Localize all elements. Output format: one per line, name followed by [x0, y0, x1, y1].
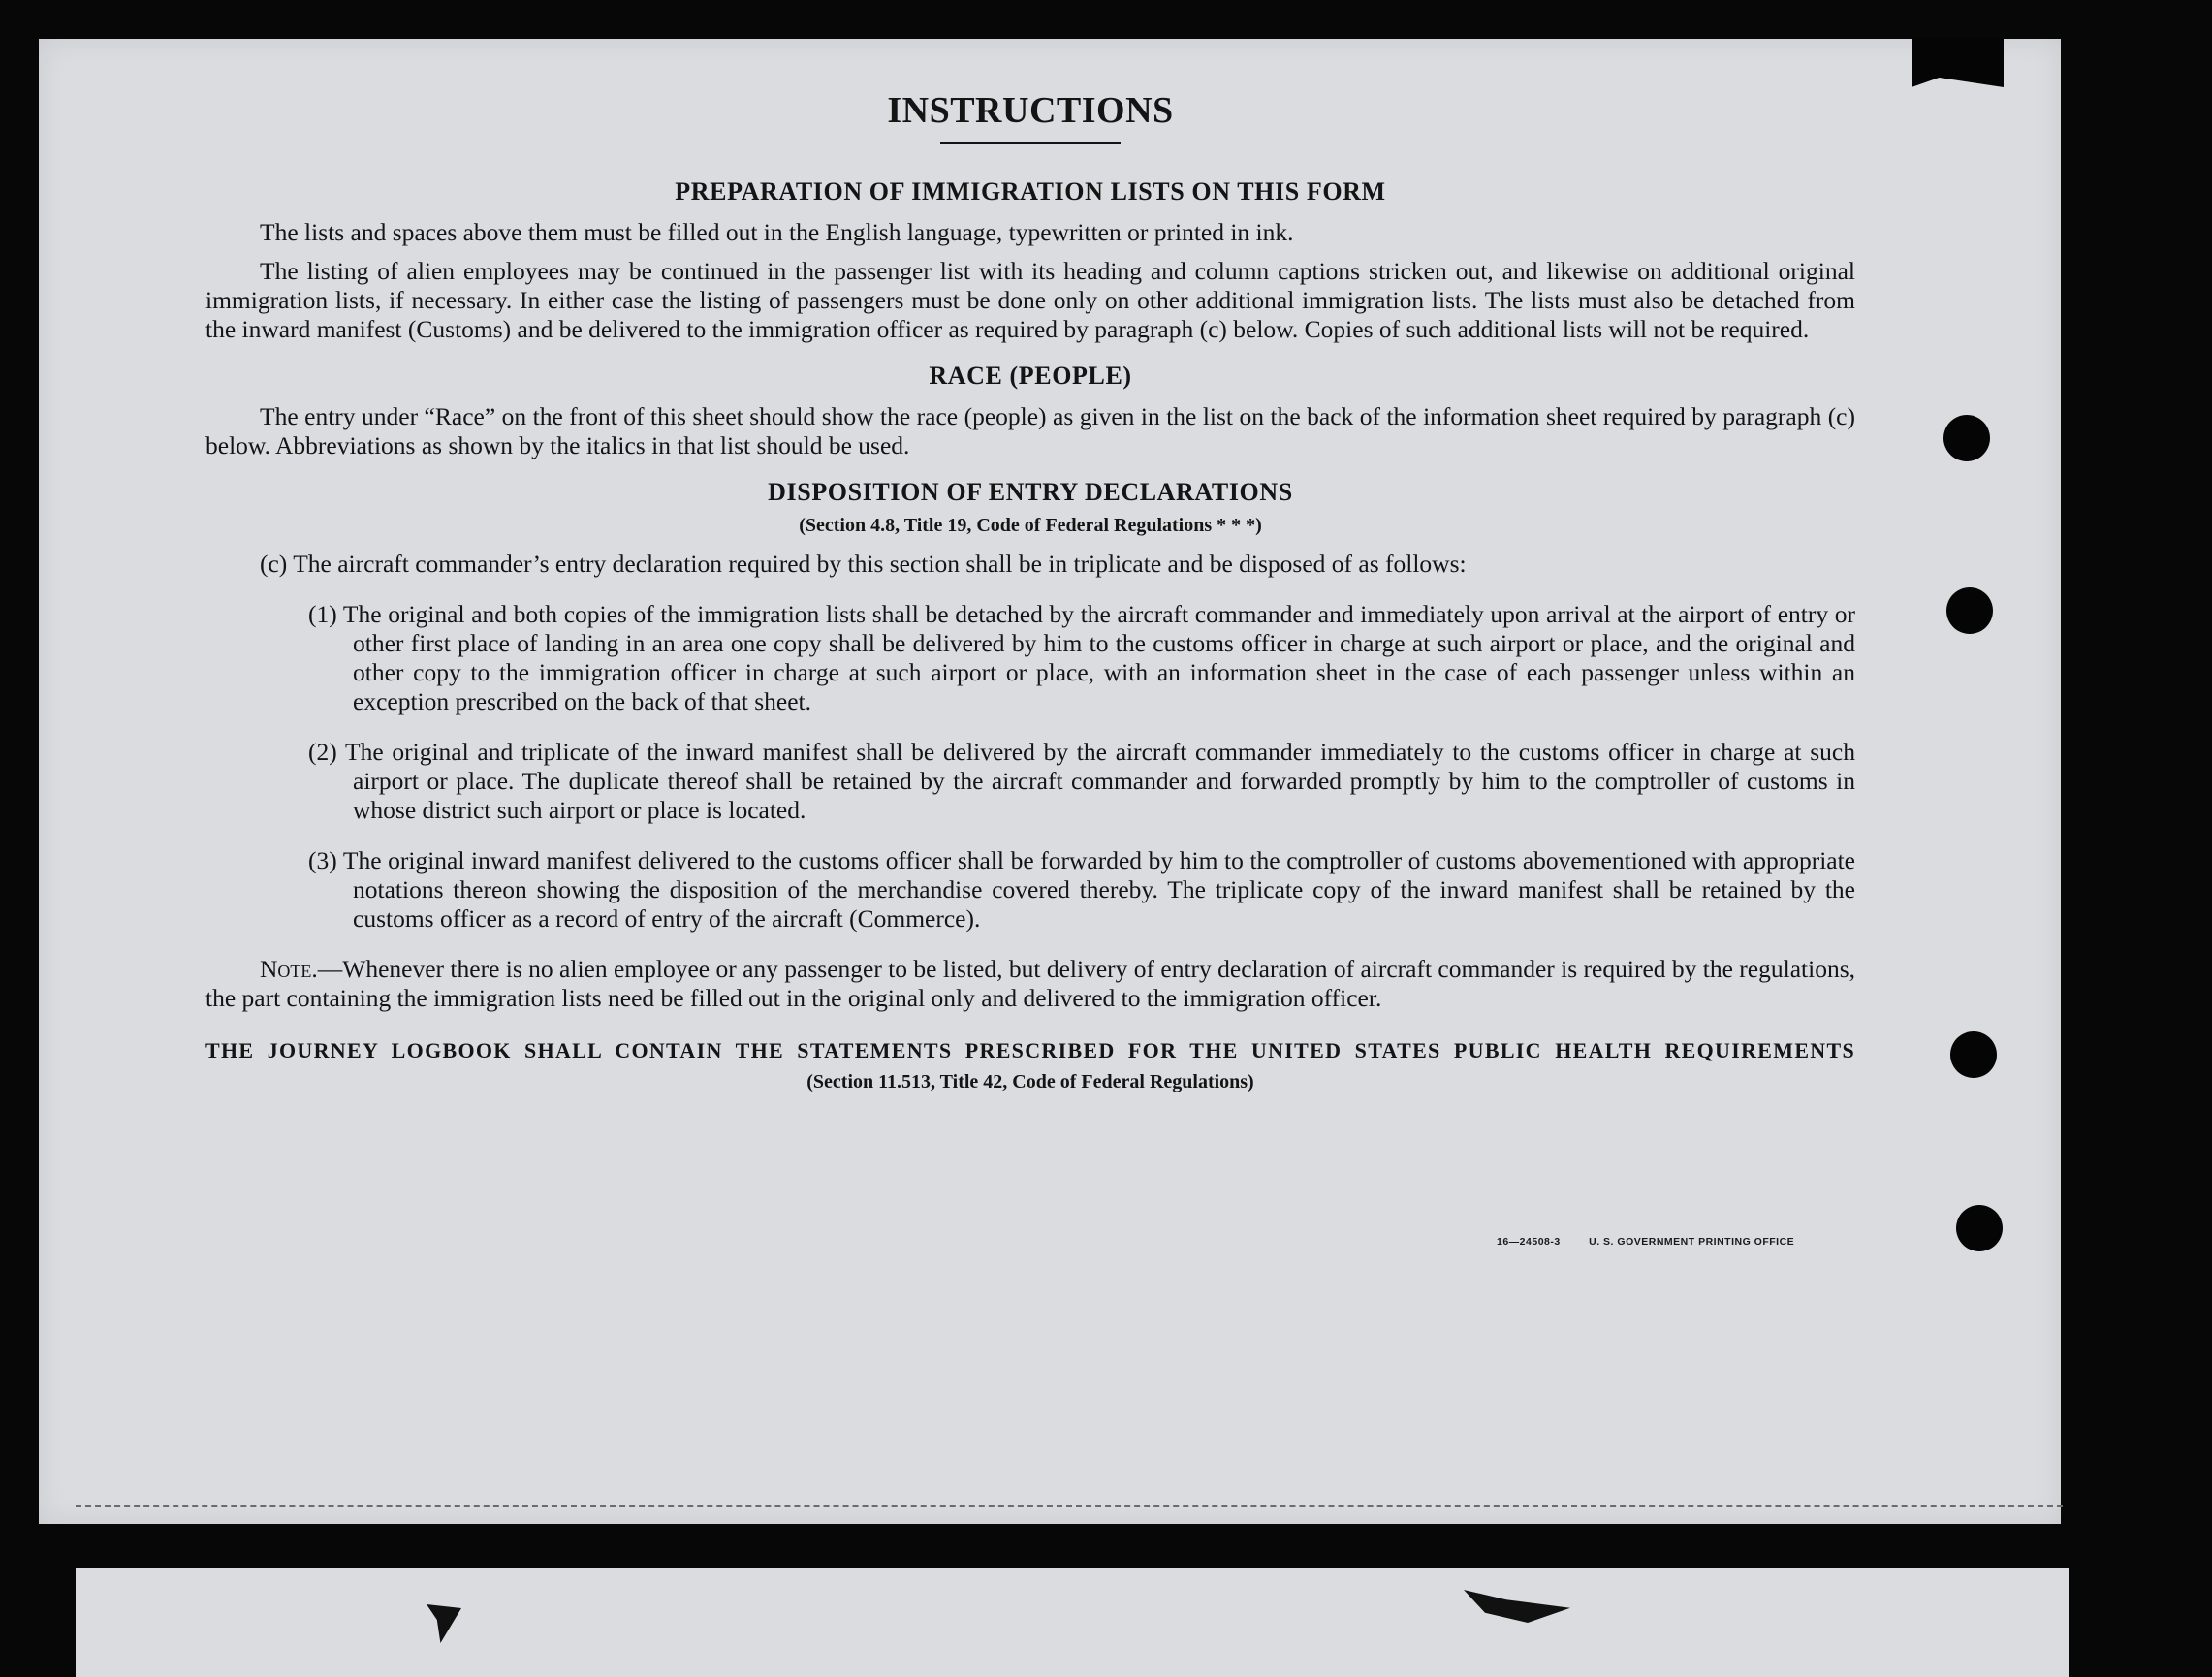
- preparation-paragraph: The listing of alien employees may be continued in the passenger list with its heading and column captions stricken out, and likewise on additional original immigration lists, if necessary. In either case the listing of passengers must be done only on other additional immigration lists. The lists must also be detached from the inward manifest (Customs) and be delivered to the immigration officer as required by paragraph (c) below. Copies of such additional lists will not be required.: [205, 257, 1855, 343]
- note-label: Note.: [260, 955, 318, 983]
- perforation-line: [76, 1505, 2063, 1507]
- race-paragraph: The entry under “Race” on the front of this sheet should show the race (people) as given in the list on the back of the information sheet required by paragraph (c) below. Abbreviations as shown by the italics in that list should be used.: [205, 402, 1855, 459]
- printer-imprint: [1497, 1236, 1819, 1248]
- disposition-item: (2) The original and triplicate of the inward manifest shall be delivered by the aircraft commander immediately to the customs officer in charge at such airport or place. The duplicate thereof shall be retained by the aircraft commander and forwarded promptly by him to the comptroller of customs in whose district such airport or place is located.: [308, 738, 1855, 824]
- punch-hole: [1946, 587, 1993, 634]
- health-reference: (Section 11.513, Title 42, Code of Federal Regulations): [806, 1071, 1254, 1092]
- punch-hole: [1950, 1031, 1997, 1078]
- page-title: INSTRUCTIONS: [887, 90, 1174, 131]
- form-number: 16—24508-3: [1497, 1236, 1561, 1248]
- title-rule: [940, 142, 1121, 144]
- punch-hole: [1956, 1205, 2003, 1251]
- note-paragraph: [205, 955, 1855, 1013]
- preparation-paragraph: The lists and spaces above them must be filled out in the English language, typewritten or printed in ink.: [260, 218, 1294, 246]
- binder-clip-shadow: [1912, 39, 2004, 87]
- printer-name: U. S. GOVERNMENT PRINTING OFFICE: [1589, 1236, 1795, 1248]
- disposition-heading: DISPOSITION OF ENTRY DECLARATIONS: [768, 478, 1293, 506]
- health-statement: THE JOURNEY LOGBOOK SHALL CONTAIN THE STATEMENTS PRESCRIBED FOR THE UNITED STATES PUBLIC HEALTH REQUIREMENTS: [205, 1038, 1855, 1062]
- disposition-item: (1) The original and both copies of the immigration lists shall be detached by the aircraft commander and immediately upon arrival at the airport of entry or other first place of landing in an area one copy shall be delivered by him to the customs officer in charge at such airport or place, and the original and other copy to the immigration officer in charge at such airport or place, with an information sheet in the case of each passenger unless within an exception prescribed on the back of that sheet.: [308, 600, 1855, 715]
- preparation-heading: PREPARATION OF IMMIGRATION LISTS ON THIS FORM: [675, 177, 1386, 206]
- disposition-reference: (Section 4.8, Title 19, Code of Federal Regulations * * *): [799, 515, 1262, 536]
- punch-hole: [1943, 415, 1990, 461]
- disposition-item: (3) The original inward manifest delivered to the customs officer shall be forwarded by him to the comptroller of customs abovementioned with appropriate notations thereon showing the disposition of the merchandise covered thereby. The triplicate copy of the inward manifest shall be retained by the customs officer as a record of entry of the aircraft (Commerce).: [308, 846, 1855, 933]
- instructions-content: [205, 85, 1855, 1096]
- disposition-intro: (c) The aircraft commander’s entry declaration required by this section shall be in triplicate and be disposed of as follows:: [260, 550, 1467, 578]
- race-heading: RACE (PEOPLE): [929, 362, 1132, 390]
- note-text: —Whenever there is no alien employee or any passenger to be listed, but delivery of entry declaration of aircraft commander is required by the regulations, the part containing the immigration lists need be filled out in the original only and delivered to the immigration officer.: [205, 955, 1855, 1012]
- next-sheet-edge: [76, 1568, 2069, 1677]
